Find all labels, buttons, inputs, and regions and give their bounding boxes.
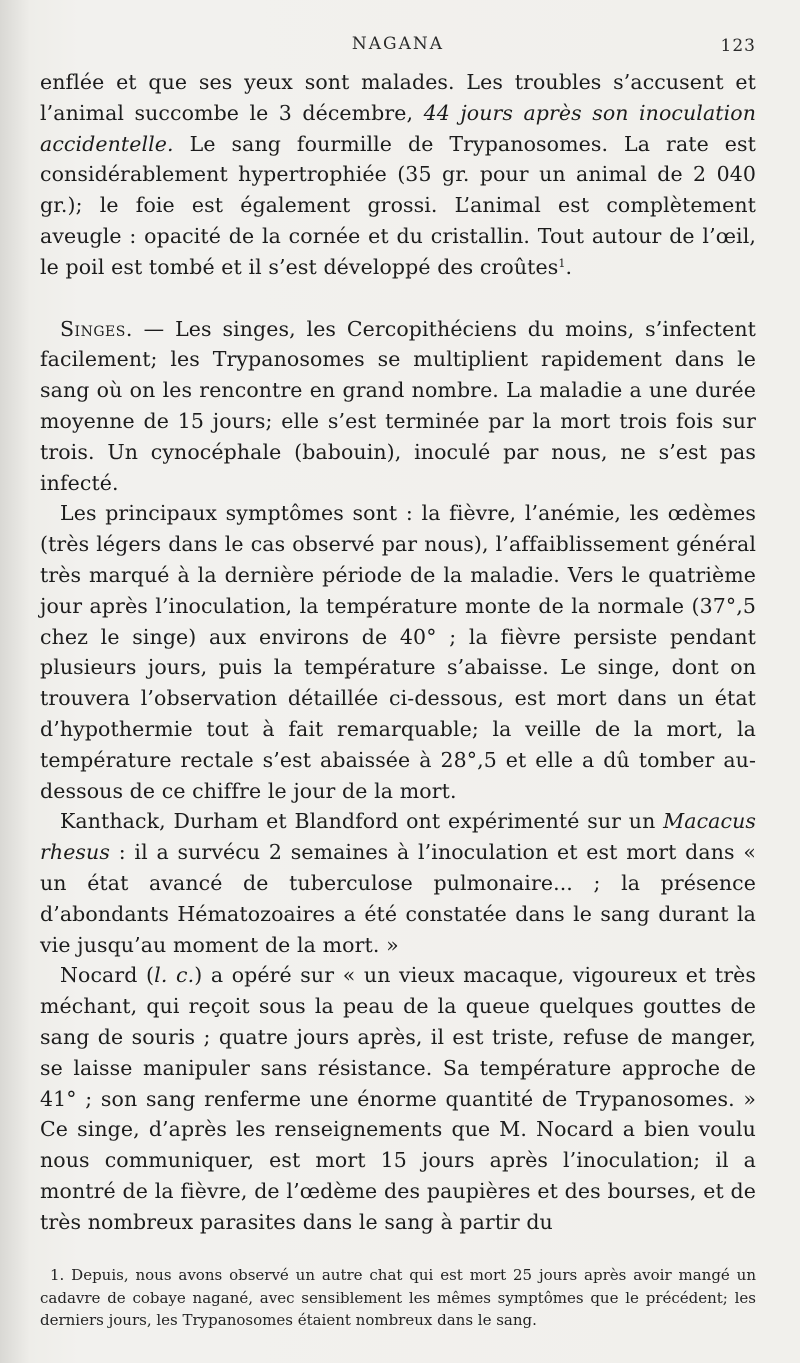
paragraph-4-text-cont: : il a survécu 2 semaines à l’inoculation et est mort dans « un état avancé de tuberculose pulmonaire... ; la présence d’abondants Hématozoaires a été constatée dans le sang durant la vie jusqu’au moment de la mort. »: [40, 840, 756, 957]
paragraph-1: [40, 67, 756, 283]
running-head: NAGANA: [351, 34, 445, 54]
page-number: 123: [720, 36, 756, 56]
paragraph-1-italic: 44 jours après son inoculation accidentelle.: [40, 100, 757, 156]
section-lead-singes: Singes.: [60, 316, 133, 341]
species-name: Macacus rhesus: [40, 809, 756, 865]
paragraph-5: [40, 960, 756, 1237]
footnote: [40, 1264, 756, 1332]
citation-lc: l. c.: [154, 963, 195, 988]
footnote-reference[interactable]: 1: [558, 256, 566, 270]
paragraph-1-end: .: [565, 254, 573, 279]
page-header: [40, 34, 756, 62]
paragraph-1-text: enflée et que ses yeux sont malades. Les troubles s’accusent et l’animal succombe le 3 décembre,: [40, 70, 756, 125]
paragraph-5-text-cont: ) a opéré sur « un vieux macaque, vigoureux et très méchant, qui reçoit sous la peau de la queue quelques gouttes de sang de souris ; quatre jours après, il est triste, refuse de manger, se laisse manipuler sans résistance. Sa température approche de 41° ; son sang renferme une énorme quantité de Trypanosomes. » Ce singe, d’après les renseignements que M. Nocard a bien voulu nous communiquer, est mort 15 jours après l’inoculation; il a montré de la fièvre, de l’œdème des paupières et des bourses, et de très nombreux parasites dans le sang à partir du: [40, 963, 756, 1234]
paragraph-3: Les principaux symptômes sont : la fièvre, l’anémie, les œdèmes (très légers dans le cas observé par nous), l’affaiblissement général très marqué à la dernière période de la maladie. Vers le quatrième jour après l’inoculation, la température monte de la normale (37°,5 chez le singe) aux environs de 40° ; la fièvre persiste pendant plusieurs jours, puis la température s’abaisse. Le singe, dont on trouvera l’observation détaillée ci-dessous, est mort dans un état d’hypothermie tout à fait remarquable; la veille de la mort, la température rectale s’est abaissée à 28°,5 et elle a dû tomber au-dessous de ce chiffre le jour de la mort.: [40, 501, 756, 803]
paragraph-2-text: — Les singes, les Cercopithéciens du moins, s’infectent facilement; les Trypanosomes se multiplient rapidement dans le sang où on les rencontre en grand nombre. La maladie a une durée moyenne de 15 jours; elle s’est terminée par la mort trois fois sur trois. Un cynocéphale (babouin), inoculé par nous, ne s’est pas infecté.: [40, 316, 756, 495]
body-text: [40, 67, 756, 1237]
footnote-text: 1. Depuis, nous avons observé un autre chat qui est mort 25 jours après avoir mangé un cadavre de cobaye nagané, avec sensiblement les mêmes symptômes que le précédent; les derniers jours, les Trypanosomes étaient nombreux dans le sang.: [40, 1266, 756, 1329]
paragraph-2: [40, 314, 756, 499]
paragraph-5-text: Nocard (: [60, 963, 155, 988]
paragraph-4: [40, 806, 756, 960]
paragraph-1-text-cont: Le sang fourmille de Trypanosomes. La rate est considérablement hypertrophiée (35 gr. pour un animal de 2 040 gr.); le foie est également grossi. L’animal est complètement aveugle : opacité de la cornée et du cristallin. Tout autour de l’œil, le poil est tombé et il s’est développé des croûtes: [40, 131, 756, 279]
paragraph-4-text: Kanthack, Durham et Blandford ont expérimenté sur un: [60, 809, 664, 834]
